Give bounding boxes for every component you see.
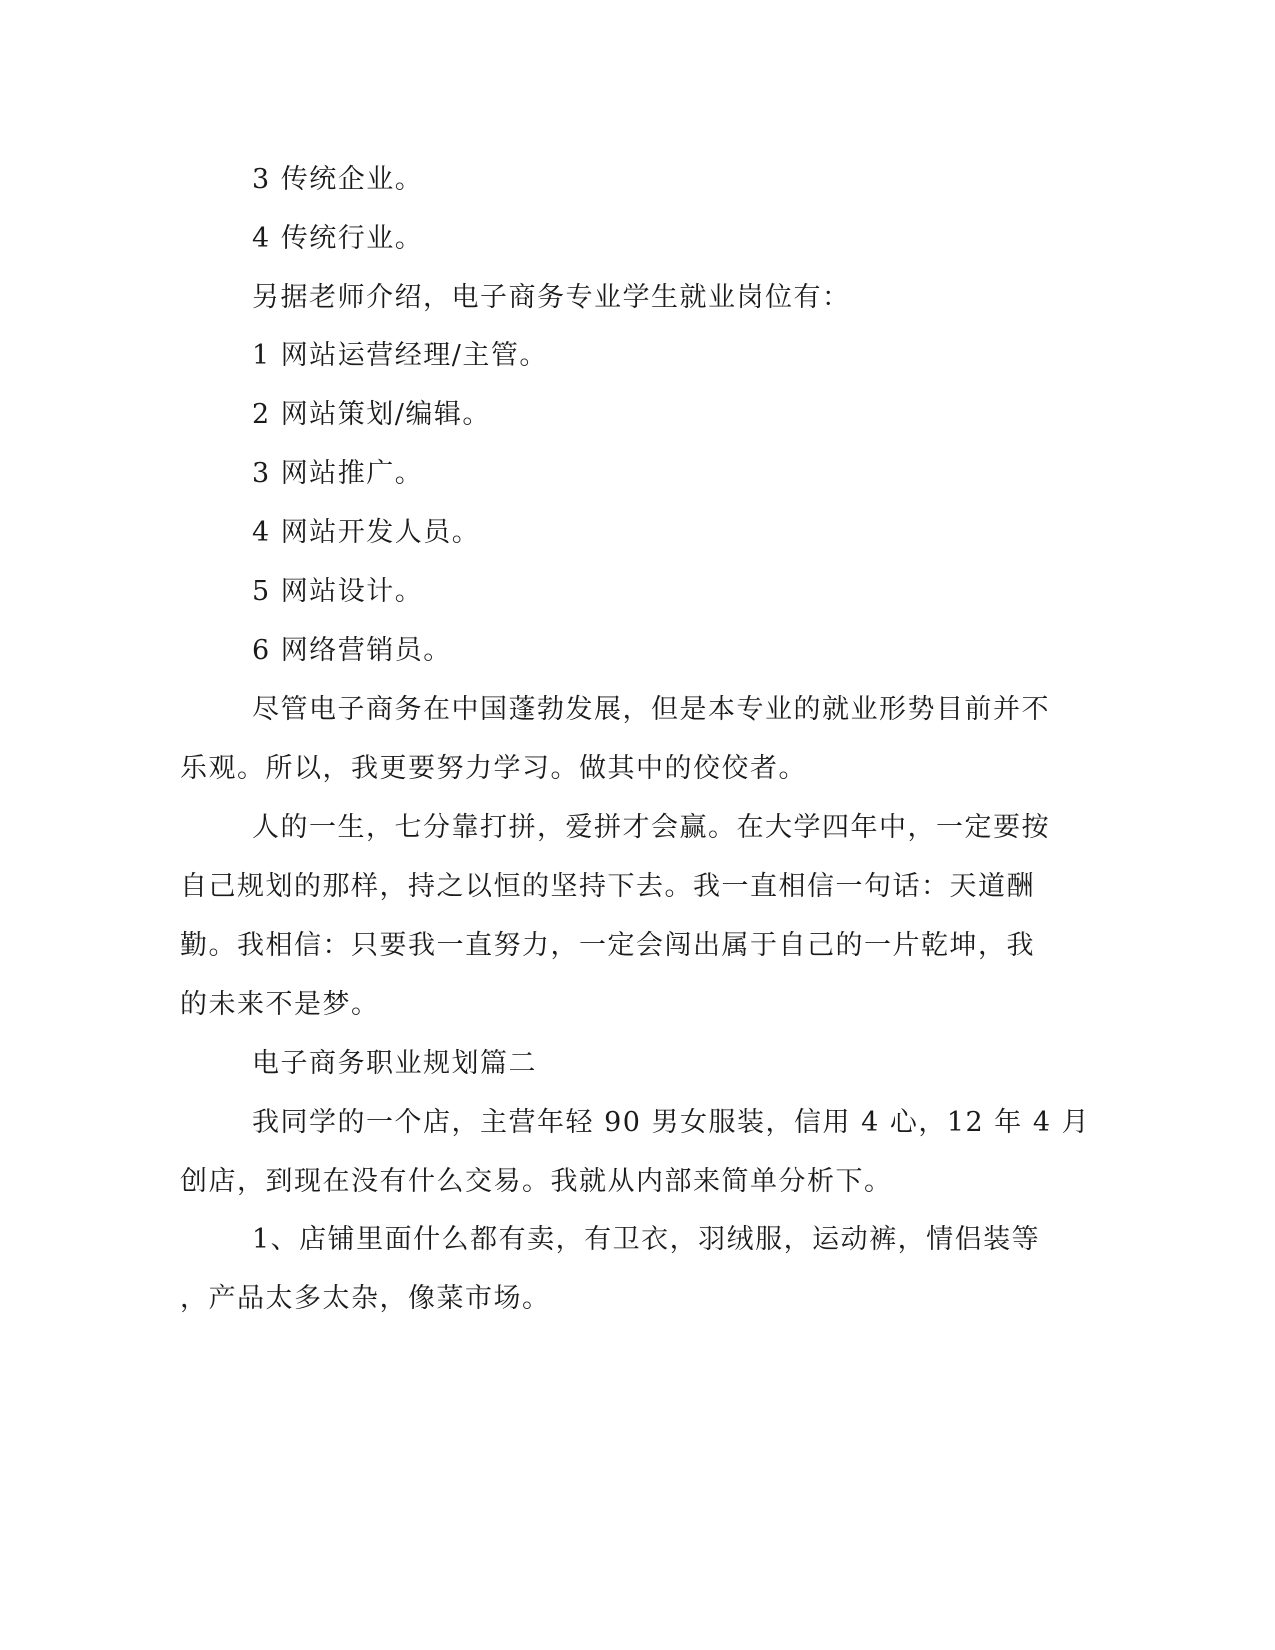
document-page [180,0,1091,1650]
paragraph-line: 乐观。所以，我更要努力学习。做其中的佼佼者。 [180,753,807,784]
paragraph-line: 创店，到现在没有什么交易。我就从内部来简单分析下。 [180,1166,893,1197]
text-line: 3 网站推广。 [252,458,424,489]
paragraph-line: 的未来不是梦。 [180,989,380,1020]
text-line: 4 网站开发人员。 [252,517,481,548]
text-line: 4 传统行业。 [252,223,424,254]
text-line: 2 网站策划/编辑。 [252,399,491,430]
paragraph-line: 尽管电子商务在中国蓬勃发展，但是本专业的就业形势目前并不 [252,694,1050,725]
text-line: 5 网站设计。 [252,576,424,607]
text-line: 1 网站运营经理/主管。 [252,340,548,371]
paragraph-line: 勤。我相信：只要我一直努力，一定会闯出属于自己的一片乾坤，我 [180,930,1035,961]
paragraph-line: 自己规划的那样，持之以恒的坚持下去。我一直相信一句话：天道酬 [180,871,1035,902]
text-line: 3 传统企业。 [252,164,424,195]
paragraph-line: 人的一生，七分靠打拼，爱拼才会赢。在大学四年中，一定要按 [252,812,1050,843]
paragraph-line: 我同学的一个店，主营年轻 90 男女服装，信用 4 心，12 年 4 月 [252,1107,1091,1138]
paragraph-line: ，产品太多太杂，像菜市场。 [180,1283,551,1314]
text-line: 6 网络营销员。 [252,635,452,666]
section-heading: 电子商务职业规划篇二 [252,1048,537,1079]
paragraph-line: 1、店铺里面什么都有卖，有卫衣，羽绒服，运动裤，情侣装等 [252,1224,1041,1255]
text-line: 另据老师介绍，电子商务专业学生就业岗位有： [252,282,851,313]
